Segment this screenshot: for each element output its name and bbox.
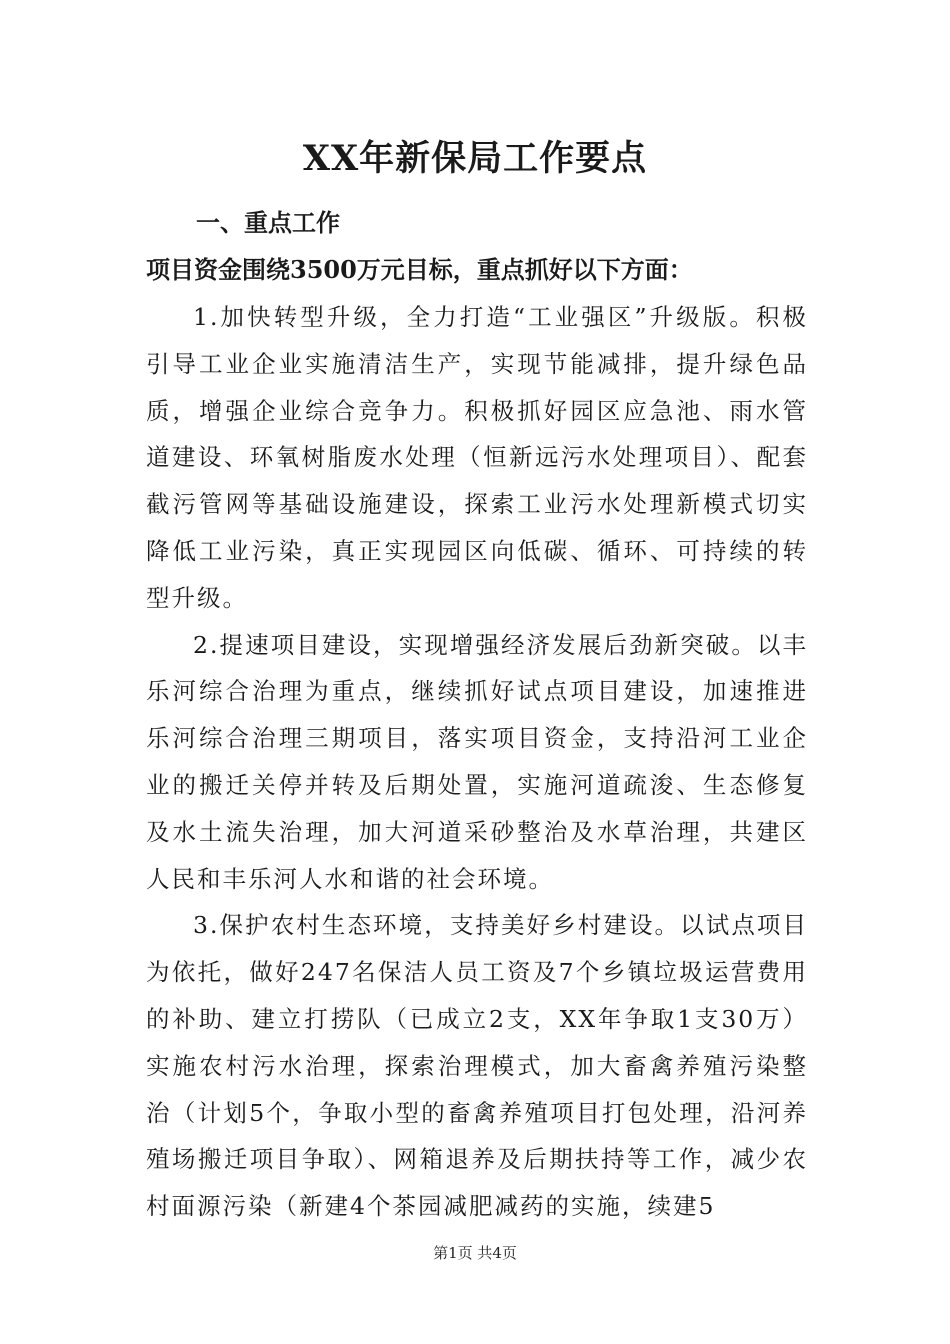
page-footer: 第1页 共4页 (433, 1244, 517, 1262)
document-body (146, 294, 808, 1230)
document-title: XX年新保局工作要点 (302, 138, 648, 179)
paragraph-1: 1.加快转型升级，全力打造“工业强区”升级版。积极引导工业企业实施清洁生产，实现节能减排，提升绿色品质，增强企业综合竞争力。积极抓好园区应急池、雨水管道建设、环氧树脂废水处理（恒新远污水处理项目）、配套截污管网等基础设施建设，探索工业污水处理新模式切实降低工业污染，真正实现园区向低碳、循环、可持续的转型升级。 (146, 303, 808, 612)
paragraph-3: 3.保护农村生态环境，支持美好乡村建设。以试点项目为依托，做好247名保洁人员工资及7个乡镇垃圾运营费用的补助、建立打捞队（已成立2支，XX年争取1支30万）实施农村污水治理，探索治理模式，加大畜禽养殖污染整治（计划5个，争取小型的畜禽养殖项目打包处理，沿河养殖场搬迁项目争取）、网箱退养及后期扶持等工作，减少农村面源污染（新建4个茶园减肥减药的实施，续建5 (146, 911, 808, 1221)
paragraph-2: 2.提速项目建设，实现增强经济发展后劲新突破。以丰乐河综合治理为重点，继续抓好试点项目建设，加速推进乐河综合治理三期项目，落实项目资金，支持沿河工业企业的搬迁关停并转及后期处置，实施河道疏浚、生态修复及水土流失治理，加大河道采砂整治及水草治理，共建区人民和丰乐河人水和谐的社会环境。 (146, 630, 808, 893)
section-heading: 一、重点工作 (196, 208, 340, 237)
sub-heading: 项目资金围绕3500万元目标，重点抓好以下方面： (146, 255, 693, 284)
